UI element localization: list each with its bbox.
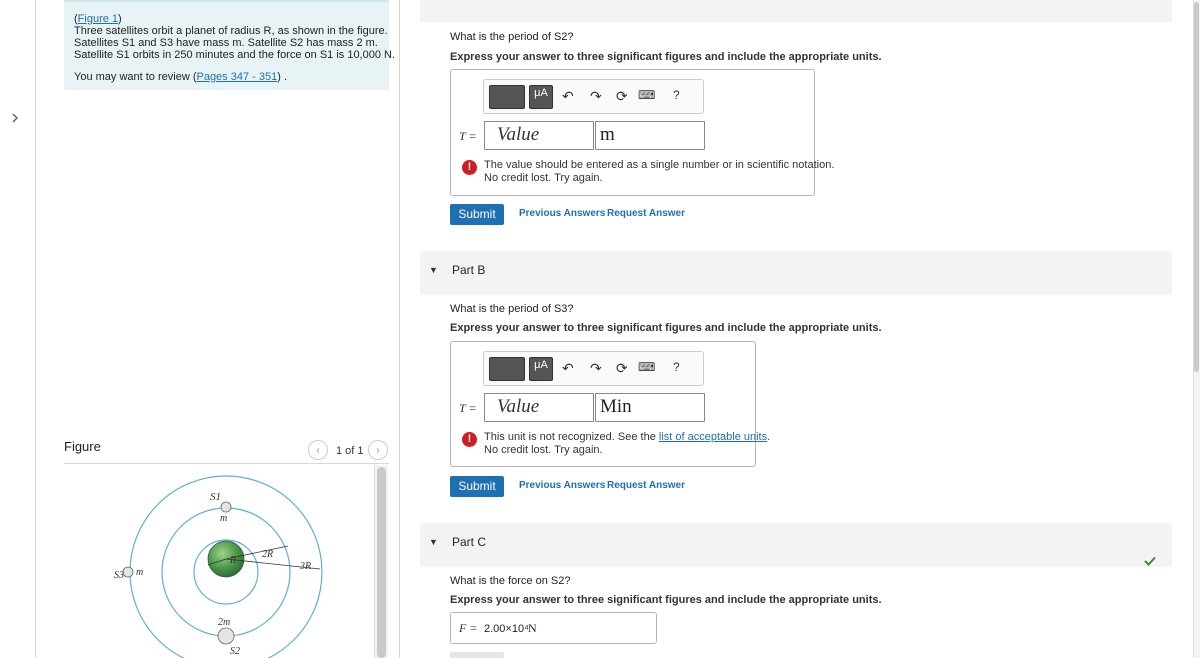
template-button[interactable] — [489, 357, 525, 381]
part-a-feedback-line-1: The value should be entered as a single number or in scientific notation. — [484, 159, 835, 171]
review-suffix: ) . — [277, 71, 287, 83]
prev-figure-button[interactable] — [308, 440, 328, 460]
template-button[interactable] — [489, 85, 525, 109]
label-2m: 2m — [218, 617, 231, 628]
review-pages-link[interactable]: Pages 347 - 351 — [196, 71, 278, 83]
intro-line-1: Three satellites orbit a planet of radius R, as shown in the figure. — [74, 25, 388, 37]
part-c-answer-value: 2.00×10⁴ — [484, 623, 529, 635]
next-figure-button[interactable] — [368, 440, 388, 460]
part-a-toolbar — [483, 79, 704, 114]
figure-count: 1 of 1 — [336, 445, 364, 457]
label-m-top: m — [220, 513, 228, 524]
figure-scrollbar-thumb[interactable] — [377, 467, 386, 658]
part-b-feedback-line-2: No credit lost. Try again. — [484, 444, 603, 456]
part-a-previous-answers-link[interactable]: Previous Answers — [519, 208, 606, 219]
problem-intro — [64, 0, 396, 90]
undo-icon[interactable]: ↶ — [562, 88, 574, 104]
label-2r: 2R — [262, 549, 274, 560]
keyboard-icon[interactable]: ⌨ — [638, 360, 656, 374]
redo-icon[interactable]: ↷ — [590, 88, 602, 104]
undo-icon[interactable]: ↶ — [562, 360, 574, 376]
label-s1: S1 — [210, 491, 221, 503]
part-a-var-label: T = — [459, 129, 477, 143]
part-b-value-input[interactable]: Value — [484, 393, 594, 422]
part-c-title[interactable]: Part C — [452, 535, 487, 549]
part-c-answer-box — [450, 612, 657, 644]
satellite-s1 — [221, 502, 231, 512]
part-b-submit-button[interactable]: Submit — [450, 476, 504, 497]
part-c-header[interactable] — [420, 523, 1172, 567]
help-icon[interactable]: ? — [673, 88, 680, 102]
part-b-feedback-prefix: This unit is not recognized. See the — [484, 431, 659, 443]
satellite-s2 — [218, 628, 234, 644]
correct-checkmark-icon — [1144, 556, 1156, 566]
part-c-instruction: Express your answer to three significant figures and include the appropriate units. — [450, 594, 882, 606]
collapse-triangle-icon[interactable]: ▼ — [429, 537, 438, 547]
part-b-answer-box — [450, 341, 771, 467]
part-b-var-label: T = — [459, 401, 477, 415]
part-b-unit-input[interactable]: Min — [595, 393, 705, 422]
mu-a-button[interactable]: μA — [529, 85, 553, 109]
part-a-question: What is the period of S2? — [450, 31, 574, 43]
part-b-feedback-suffix: . — [767, 431, 771, 443]
reset-icon[interactable]: ⟳ — [616, 360, 628, 376]
intro-line-3: Satellite S1 orbits in 250 minutes and the force on S1 is 10,000 N. — [74, 49, 396, 61]
review-line — [74, 71, 287, 83]
part-c-question: What is the force on S2? — [450, 575, 571, 587]
reset-icon[interactable]: ⟳ — [616, 88, 628, 104]
part-a-unit-input[interactable]: m — [595, 121, 705, 150]
chevron-right-icon[interactable] — [10, 112, 22, 126]
part-a-feedback-line-2: No credit lost. Try again. — [484, 172, 603, 184]
label-m-left: m — [136, 567, 144, 578]
part-c-answer-unit: N — [528, 621, 537, 635]
part-a-answer-box — [450, 69, 835, 196]
warning-icon: ! — [462, 432, 477, 447]
collapse-triangle-icon[interactable]: ▼ — [429, 265, 438, 275]
part-c-var-label: F = — [459, 621, 478, 635]
satellite-s3 — [123, 567, 133, 577]
help-icon[interactable]: ? — [673, 360, 680, 374]
part-b-feedback-line-1 — [484, 431, 770, 444]
chevron-left-icon: ‹ — [316, 443, 320, 457]
acceptable-units-link[interactable]: list of acceptable units — [658, 431, 768, 443]
keyboard-icon[interactable]: ⌨ — [638, 88, 656, 102]
panel-divider — [399, 0, 400, 658]
warning-icon: ! — [462, 160, 477, 175]
part-a-instruction: Express your answer to three significant figures and include the appropriate units. — [450, 51, 882, 63]
part-b-previous-answers-link[interactable]: Previous Answers — [519, 480, 606, 491]
part-a-value-input[interactable]: Value — [484, 121, 594, 150]
part-b-question: What is the period of S3? — [450, 303, 574, 315]
part-b-header[interactable] — [420, 251, 1172, 295]
orbit-diagram — [100, 470, 370, 658]
mu-a-button[interactable]: μA — [529, 357, 553, 381]
page-scrollbar-thumb[interactable] — [1194, 2, 1199, 372]
part-a-submit-button[interactable]: Submit — [450, 204, 504, 225]
part-a-request-answer-link[interactable]: Request Answer — [607, 208, 685, 219]
part-c-button-edge — [450, 652, 504, 658]
label-3r: 3R — [300, 561, 312, 572]
label-s3: S3 — [114, 570, 124, 581]
figure-link[interactable]: Figure 1 — [77, 13, 119, 25]
part-b-instruction: Express your answer to three significant figures and include the appropriate units. — [450, 322, 882, 334]
label-r: R — [230, 555, 237, 566]
review-prefix: You may want to review ( — [74, 71, 197, 83]
figure-title: Figure — [64, 439, 101, 454]
part-b-title[interactable]: Part B — [452, 263, 486, 277]
side-rail — [0, 0, 36, 658]
figure-ref: (Figure 1) — [74, 13, 122, 25]
chevron-right-icon: › — [376, 443, 380, 457]
intro-line-2: Satellites S1 and S3 have mass m. Satellite S2 has mass 2 m. — [74, 37, 378, 49]
part-b-request-answer-link[interactable]: Request Answer — [607, 480, 685, 491]
redo-icon[interactable]: ↷ — [590, 360, 602, 376]
part-a-header — [420, 0, 1172, 22]
label-s2: S2 — [230, 646, 240, 657]
figure-divider — [64, 463, 389, 464]
part-b-toolbar — [483, 351, 704, 386]
